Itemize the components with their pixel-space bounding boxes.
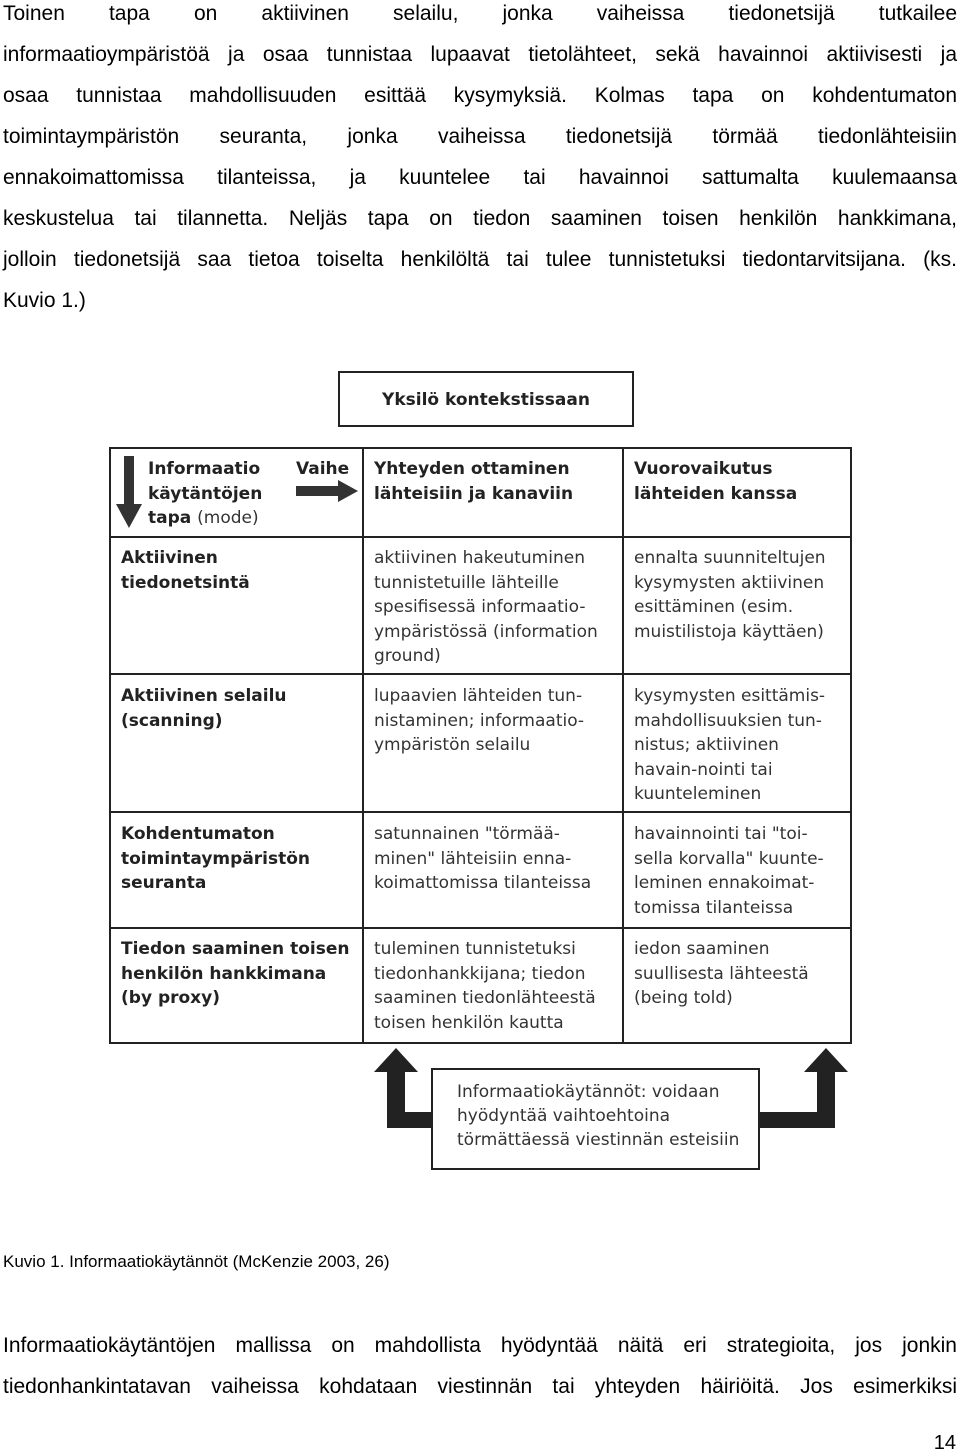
footer-box-text: Informaatiokäytännöt: voidaan hyödyntää vaihtoehtoina törmättäessä viestinnän esteisiin	[457, 1082, 740, 1150]
text-line: informaatioympäristöä ja osaa tunnistaa lupaavat tietolähteet, sekä havainnoi aktiivisesti ja	[3, 43, 957, 66]
figure-title: Yksilö kontekstissaan	[382, 390, 590, 410]
row-col1-text: lupaavien lähteiden tun-nistaminen; informaatio-ympäristön selailu	[374, 686, 585, 755]
row-col2-text: iedon saaminen suullisesta lähteestä (being told)	[634, 939, 809, 1008]
text-line: Toinen tapa on aktiivinen selailu, jonka vaiheissa tiedonetsijä tutkailee	[3, 2, 957, 25]
text-line: keskustelua tai tilannetta. Neljäs tapa on tiedon saaminen toisen henkilön hankkimana,	[3, 207, 957, 230]
header-col-contact: Yhteyden ottaminen lähteisiin ja kanaviin	[374, 459, 574, 504]
text-line: Kuvio 1.)	[3, 289, 86, 312]
row-mode-label: Aktiivinen tiedonetsintä	[121, 548, 250, 593]
row-col2-text: kysymysten esittämis-mahdollisuuksien tun-nistus; aktiivinen havain-nointi tai kuunteleminen	[634, 686, 826, 804]
text-line: Informaatiokäytäntöjen mallissa on mahdollista hyödyntää näitä eri strategioita, jos jonkin	[3, 1334, 957, 1357]
header-phase-label: Vaihe	[296, 459, 350, 479]
row-col1-text: aktiivinen hakeutuminen tunnistetuille lähteille spesifisessä informaatio-ympäristössä (information ground)	[374, 548, 598, 666]
page-number: 14	[933, 1432, 956, 1454]
text-line: jolloin tiedonetsijä saa tietoa toiselta henkilöltä tai tulee tunnistetuksi tiedontarvitsijana. (ks.	[3, 248, 957, 271]
header-mode-label: Informaatio käytäntöjen tapa (mode)	[148, 459, 263, 528]
row-col2-text: ennalta suunniteltujen kysymysten aktiivinen esittäminen (esim. muistilistoja käyttäen)	[634, 548, 826, 642]
row-col1-text: satunnainen "törmää-minen" lähteisiin enna-koimattomissa tilanteissa	[374, 824, 592, 893]
figure-caption: Kuvio 1. Informaatiokäytännöt (McKenzie 2003, 26)	[3, 1252, 390, 1271]
text-line: ennakoimattomissa tilanteissa, ja kuuntelee tai havainnoi sattumalta kuulemaansa	[3, 166, 957, 189]
row-mode-label: Kohdentumaton toimintaympäristön seuranta	[121, 824, 311, 893]
text-line: tiedonhankintatavan vaiheissa kohdataan viestinnän tai yhteyden häiriöitä. Jos esimerkiksi	[3, 1375, 957, 1398]
text-line: osaa tunnistaa mahdollisuuden esittää kysymyksiä. Kolmas tapa on kohdentumaton	[3, 84, 957, 107]
row-col1-text: tuleminen tunnistetuksi tiedonhankkijana; tiedon saaminen tiedonlähteestä toisen henkilön kautta	[374, 939, 596, 1033]
header-col-interaction: Vuorovaikutus lähteiden kanssa	[634, 459, 798, 504]
footer-box	[431, 1068, 760, 1170]
row-mode-label: Aktiivinen selailu (scanning)	[121, 686, 287, 731]
row-mode-label: Tiedon saaminen toisen henkilön hankkimana (by proxy)	[121, 939, 350, 1008]
text-line: toimintaympäristön seuranta, jonka vaiheissa tiedonetsijä törmää tiedonlähteisiin	[3, 125, 957, 148]
body-paragraph-2	[3, 1325, 957, 1407]
row-col2-text: havainnointi tai "toi-sella korvalla" kuunte-leminen ennakoimat-tomissa tilanteissa	[634, 824, 824, 918]
